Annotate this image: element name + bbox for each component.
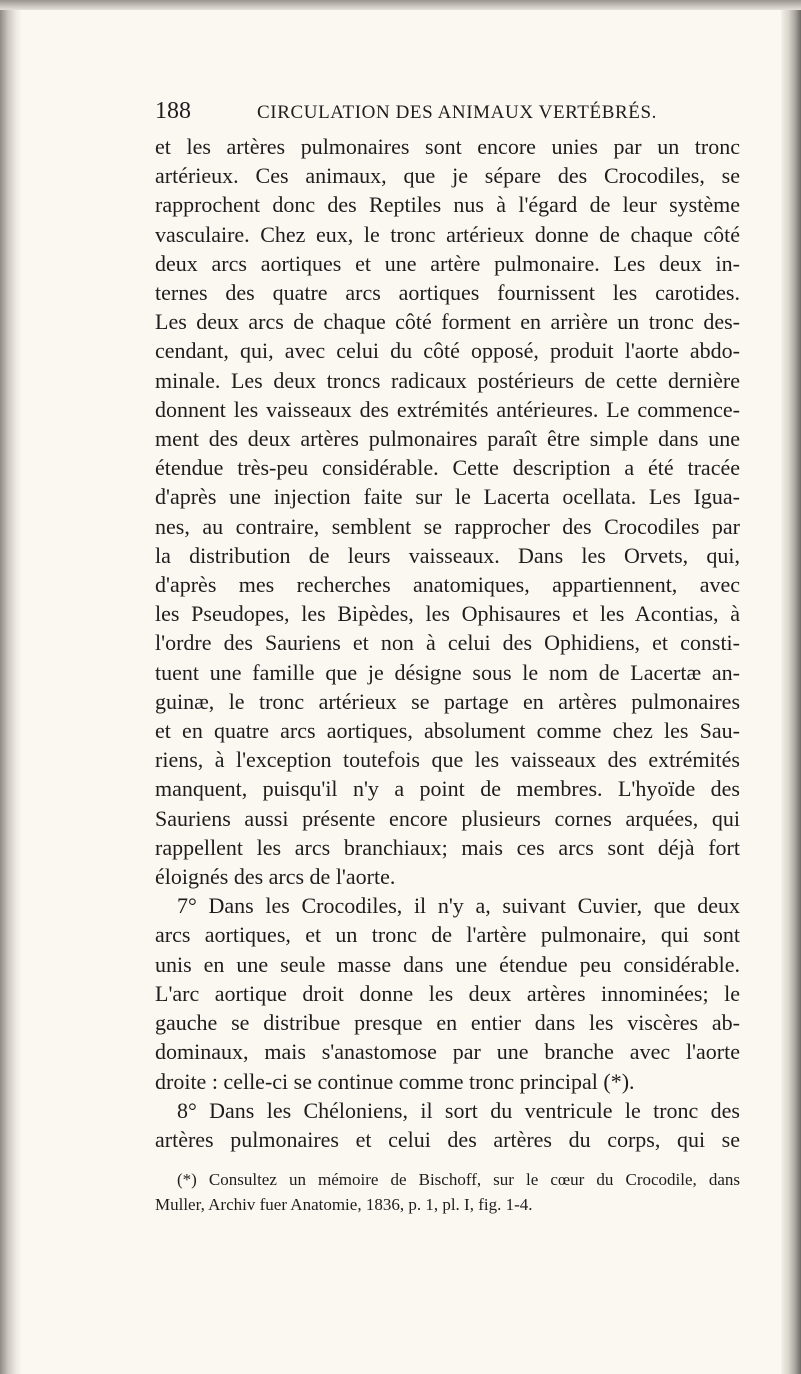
- text-line: d'après mes recherches anatomiques, appartiennent, avec: [155, 572, 740, 598]
- text-line: et en quatre arcs aortiques, absolument comme chez les Sau-: [155, 718, 740, 744]
- text-line: d'après une injection faite sur le Lacerta ocellata. Les Igua-: [155, 484, 740, 510]
- book-page: [155, 96, 740, 1217]
- text-line: artérieux. Ces animaux, que je sépare des Crocodiles, se: [155, 163, 740, 189]
- text-line: unis en une seule masse dans une étendue peu considérable.: [155, 951, 740, 977]
- footnotes: [155, 1167, 740, 1217]
- text-line: nes, au contraire, semblent se rapprocher des Crocodiles par: [155, 513, 740, 539]
- text-line: vasculaire. Chez eux, le tronc artérieux donne de chaque côté: [155, 221, 740, 247]
- text-line: gauche se distribue presque en entier dans les viscères ab-: [155, 1010, 740, 1036]
- text-line: guinæ, le tronc artérieux se partage en artères pulmonaires: [155, 688, 740, 714]
- text-line: donnent les vaisseaux des extrémités antérieures. Le commence-: [155, 396, 740, 422]
- footnote-line: (*) Consultez un mémoire de Bischoff, sur le cœur du Crocodile, dans: [177, 1170, 740, 1190]
- text-line: tuent une famille que je désigne sous le nom de Lacertæ an-: [155, 659, 740, 685]
- text-line: manquent, puisqu'il n'y a point de membres. L'hyoïde des: [155, 776, 740, 802]
- page-top-shadow: [0, 0, 801, 10]
- text-line: ternes des quatre arcs aortiques fournissent les carotides.: [155, 280, 740, 306]
- text-line: droite : celle-ci se continue comme tronc principal (*).: [155, 1068, 635, 1094]
- page-number: 188: [155, 98, 191, 124]
- text-line: étendue très-peu considérable. Cette description a été tracée: [155, 455, 740, 481]
- text-line: dominaux, mais s'anastomose par une branche avec l'aorte: [155, 1039, 740, 1065]
- text-line: cendant, qui, avec celui du côté opposé, produit l'aorte abdo-: [155, 338, 740, 364]
- text-line: rappellent les arcs branchiaux; mais ces arcs sont déjà fort: [155, 834, 740, 860]
- text-line: la distribution de leurs vaisseaux. Dans les Orvets, qui,: [155, 542, 740, 568]
- text-line: Sauriens aussi présente encore plusieurs cornes arquées, qui: [155, 805, 740, 831]
- body-text: [155, 132, 740, 1154]
- page-edge-shadow: [781, 0, 801, 1374]
- text-line: arcs aortiques, et un tronc de l'artère pulmonaire, qui sont: [155, 922, 740, 948]
- text-line: deux arcs aortiques et une artère pulmonaire. Les deux in-: [155, 250, 740, 276]
- text-line: rapprochent donc des Reptiles nus à l'égard de leur système: [155, 192, 740, 218]
- text-line: riens, à l'exception toutefois que les vaisseaux des extrémités: [155, 747, 740, 773]
- text-line: l'ordre des Sauriens et non à celui des Ophidiens, et consti-: [155, 630, 740, 656]
- text-line: Les deux arcs de chaque côté forment en arrière un tronc des-: [155, 309, 740, 335]
- text-line: L'arc aortique droit donne les deux artères innominées; le: [155, 980, 740, 1006]
- text-line: les Pseudopes, les Bipèdes, les Ophisaures et les Acontias, à: [155, 601, 740, 627]
- running-head-title: CIRCULATION DES ANIMAUX VERTÉBRÉS.: [257, 102, 657, 123]
- running-head: [155, 96, 740, 130]
- text-line: minale. Les deux troncs radicaux postérieurs de cette dernière: [155, 367, 740, 393]
- footnote-line: Muller, Archiv fuer Anatomie, 1836, p. 1, pl. I, fig. 1-4.: [155, 1195, 533, 1215]
- text-line: artères pulmonaires et celui des artères du corps, qui se: [155, 1126, 740, 1152]
- text-line: éloignés des arcs de l'aorte.: [155, 864, 396, 890]
- text-line: et les artères pulmonaires sont encore unies par un tronc: [155, 134, 740, 159]
- page-gutter-shadow: [0, 0, 22, 1374]
- text-line: 7° Dans les Crocodiles, il n'y a, suivant Cuvier, que deux: [177, 893, 740, 919]
- text-line: 8° Dans les Chéloniens, il sort du ventricule le tronc des: [177, 1097, 740, 1123]
- text-line: ment des deux artères pulmonaires paraît être simple dans une: [155, 426, 740, 452]
